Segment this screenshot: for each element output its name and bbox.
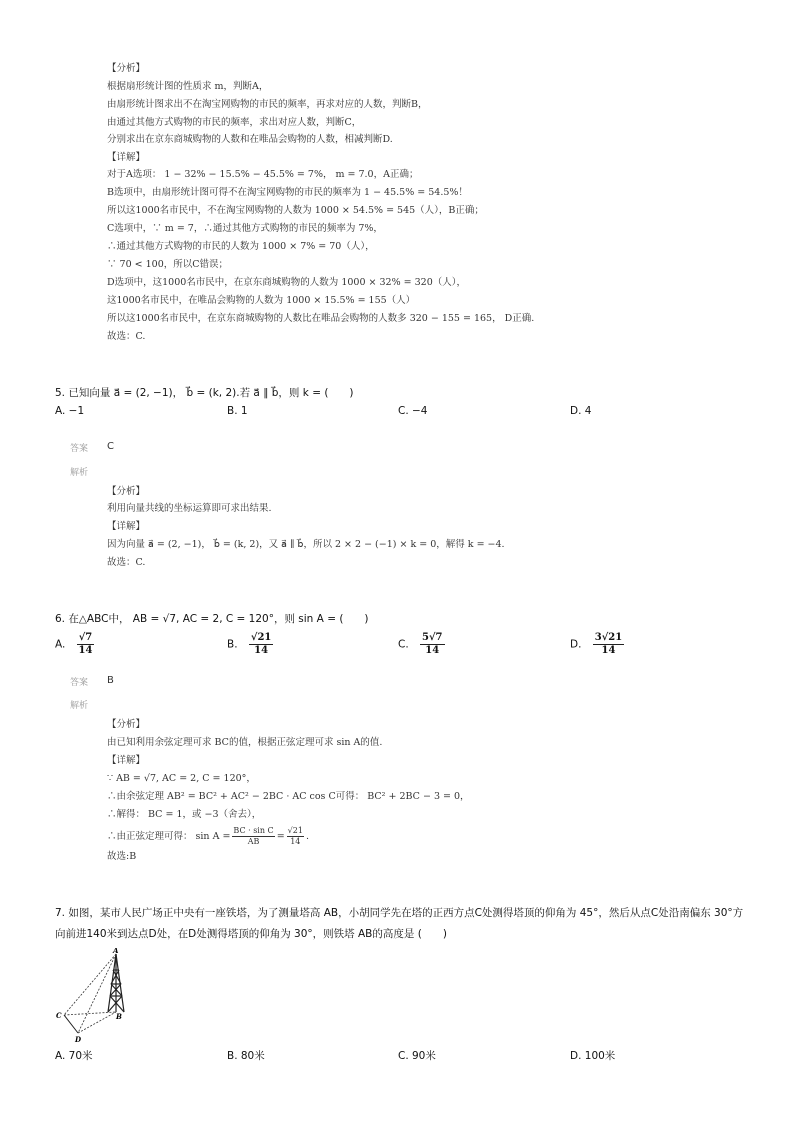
option-letter: B.: [227, 638, 238, 651]
question-7-stem-line-2: 向前进140米到达点D处，在D处测得塔顶的仰角为 30°，则铁塔 AB的高度是 ( ): [55, 928, 447, 940]
label-a: A: [113, 948, 119, 955]
q5-option-b[interactable]: B. 1: [227, 405, 248, 417]
detail-line: ∴通过其他方式购物的市民的人数为 1000 × 7% = 70（人），: [107, 241, 375, 252]
q5-option-c[interactable]: C. −4: [398, 405, 428, 417]
analysis-heading: 【分析】: [107, 63, 146, 74]
detail-line: ∴由余弦定理 AB² = BC² + AC² − 2BC · AC cos C可得： BC² + 2BC − 3 = 0，: [107, 791, 470, 802]
detail-line: B选项中，由扇形统计图可得不在淘宝网购物的市民的频率为 1 − 45.5% = 54.5%！: [107, 187, 468, 198]
analysis-heading: 【分析】: [107, 486, 146, 497]
label-c: C: [56, 1011, 62, 1020]
explanation-label: 解析: [70, 701, 89, 711]
explanation-label: 解析: [70, 468, 89, 478]
detail-line-sine-rule: ∴由正弦定理可得： sin A = $\frac{\text{BC · sin C}}{AB}$ = $\frac{√21}{14}$ .: [107, 826, 309, 846]
answer-label: 答案: [70, 444, 89, 454]
option-fraction: $\frac{√7}{14}$: [78, 632, 93, 656]
analysis-line: 由通过其他方式购物的市民的频率，求出对应人数，判断C，: [107, 117, 362, 128]
analysis-line: 利用向量共线的坐标运算即可求出结果.: [107, 503, 272, 514]
detail-heading: 【详解】: [107, 755, 146, 766]
q7-option-b[interactable]: B. 80米: [227, 1050, 265, 1062]
conclusion-line: 故选:B: [107, 851, 137, 862]
detail-line: C选项中，∵ m = 7，∴通过其他方式购物的市民的频率为 7%，: [107, 223, 383, 234]
detail-line: ∵ AB = √7, AC = 2, C = 120°，: [107, 773, 256, 784]
detail-line: 所以这1000名市民中，不在淘宝网购物的人数为 1000 × 54.5% = 545（人），B正确；: [107, 205, 484, 216]
detail-line: 这1000名市民中，在唯品会购物的人数为 1000 × 15.5% = 155（人）: [107, 295, 416, 306]
analysis-line: 根据扇形统计图的性质求 m，判断A，: [107, 81, 269, 92]
option-fraction: $\frac{5√7}{14}$: [422, 632, 443, 656]
q6-option-d[interactable]: [570, 632, 624, 657]
q7-option-c[interactable]: C. 90米: [398, 1050, 436, 1062]
q5-option-a[interactable]: A. −1: [55, 405, 85, 417]
tower-outline: [108, 954, 124, 1012]
option-letter: A.: [55, 638, 66, 651]
analysis-line: 由扇形统计图求出不在淘宝网购物的市民的频率，再求对应的人数，判断B，: [107, 99, 428, 110]
detail-line: ∵ 70 < 100，所以C错误；: [107, 259, 229, 270]
option-fraction: $\frac{√21}{14}$: [250, 632, 272, 656]
label-b: B: [116, 1012, 122, 1021]
detail-line: 所以这1000名市民中，在京东商城购物的人数比在唯品会购物的人数多 320 − 155 = 165， D正确.: [107, 313, 535, 324]
q6-option-b[interactable]: [227, 632, 273, 657]
analysis-line: 由已知利用余弦定理可求 BC的值，根据正弦定理可求 sin A的值.: [107, 737, 383, 748]
answer-value: C: [107, 441, 114, 452]
option-letter: C.: [398, 638, 409, 651]
ground-lines: [64, 1015, 78, 1033]
fraction: $\frac{\text{BC · sin C}}{AB}$: [233, 826, 274, 846]
q5-option-d[interactable]: D. 4: [570, 405, 592, 417]
q6-option-a[interactable]: [55, 632, 94, 657]
tower-figure: [50, 948, 135, 1043]
detail-line: 因为向量 a⃗ = (2, −1)， b⃗ = (k, 2)，又 a⃗ ∥ b⃗，所以 2 × 2 − (−1) × k = 0，解得 k = −4.: [107, 539, 505, 550]
analysis-line: 分别求出在京东商城购物的人数和在唯品会购物的人数，相减判断D.: [107, 134, 393, 145]
detail-heading: 【详解】: [107, 521, 146, 532]
question-7-stem-line-1: 7. 如图，某市人民广场正中央有一座铁塔，为了测量塔高 AB，小胡同学先在塔的正西方点C处测得塔顶的仰角为 45°，然后从点C处沿南偏东 30°方: [55, 907, 744, 919]
conclusion-line: 故选：C.: [107, 331, 146, 342]
detail-line: ∴解得： BC = 1，或 −3（舍去），: [107, 809, 262, 820]
sight-lines: [64, 954, 116, 1033]
detail-line: D选项中，这1000名市民中，在京东商城购物的人数为 1000 × 32% = 320（人），: [107, 277, 466, 288]
q6-option-c[interactable]: [398, 632, 445, 657]
option-fraction: $\frac{3√21}{14}$: [594, 632, 623, 656]
detail-line: 对于A选项： 1 − 32% − 15.5% − 45.5% = 7%， m = 7.0，A正确；: [107, 169, 419, 180]
q7-option-d[interactable]: D. 100米: [570, 1050, 616, 1062]
analysis-heading: 【分析】: [107, 719, 146, 730]
label-d: D: [75, 1035, 82, 1043]
option-letter: D.: [570, 638, 582, 651]
conclusion-line: 故选：C.: [107, 557, 146, 568]
question-6-stem: 6. 在△ABC中， AB = √7, AC = 2, C = 120°，则 sin A = ( ): [55, 613, 369, 625]
answer-value: B: [107, 675, 114, 686]
answer-label: 答案: [70, 678, 89, 688]
question-5-stem: 5. 已知向量 a⃗ = (2, −1)， b⃗ = (k, 2).若 a⃗ ∥ b⃗，则 k = ( ): [55, 387, 354, 399]
fraction: $\frac{√21}{14}$: [287, 826, 303, 846]
detail-heading: 【详解】: [107, 152, 146, 163]
q7-option-a[interactable]: A. 70米: [55, 1050, 93, 1062]
